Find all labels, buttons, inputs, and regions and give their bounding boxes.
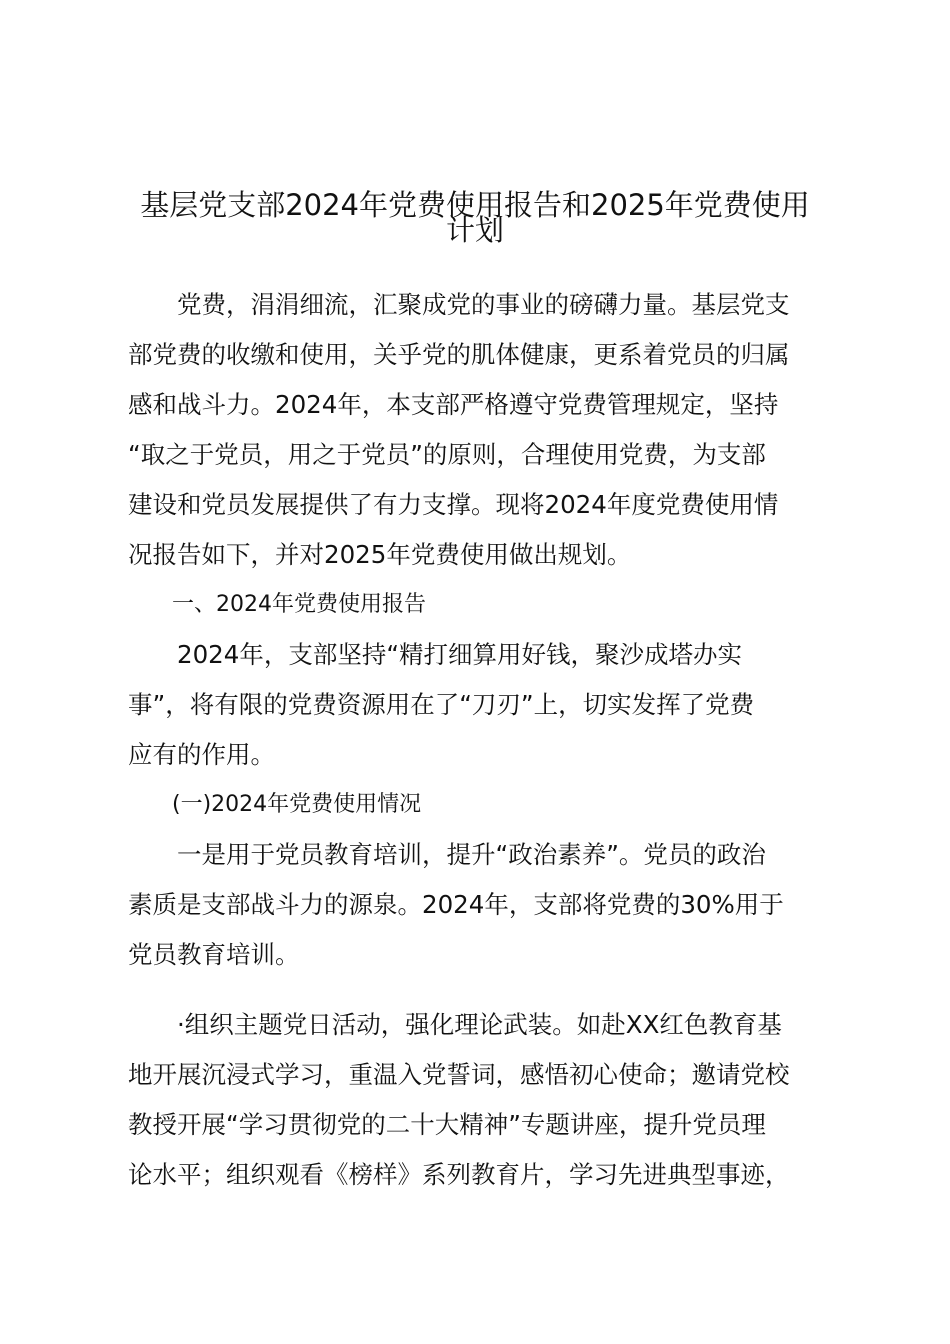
paragraph-line: ·组织主题党日活动，强化理论武装。如赴XX红色教育基 [128,1010,782,1039]
paragraph-line: 党员教育培训。 [128,940,300,969]
paragraph-line: 况报告如下，并对2025年党费使用做出规划。 [128,540,632,569]
section-heading: 一、2024年党费使用报告 [128,592,426,617]
paragraph-line: 建设和党员发展提供了有力支撑。现将2024年度党费使用情 [128,490,779,519]
document-title-line-2: 计划 [445,213,504,247]
subsection-heading: (一)2024年党费使用情况 [128,792,422,817]
paragraph-line: 事”，将有限的党费资源用在了“刀刃”上，切实发挥了党费 [128,690,755,719]
paragraph-line: 感和战斗力。2024年，本支部严格遵守党费管理规定，坚持 [128,390,779,419]
paragraph-line: 教授开展“学习贯彻党的二十大精神”专题讲座，提升党员理 [128,1110,766,1139]
paragraph-line: 素质是支部战斗力的源泉。2024年，支部将党费的30%用于 [128,890,784,919]
document-title-line-1: 基层党支部2024年党费使用报告和2025年党费使用 [140,188,810,222]
paragraph-line: 党费，涓涓细流，汇聚成党的事业的磅礴力量。基层党支 [128,290,790,319]
paragraph-line: 论水平；组织观看《榜样》系列教育片，学习先进典型事迹， [128,1160,790,1189]
paragraph-line: 地开展沉浸式学习，重温入党誓词，感悟初心使命；邀请党校 [128,1060,790,1089]
paragraph-line: 部党费的收缴和使用，关乎党的肌体健康，更系着党员的归属 [128,340,790,369]
paragraph-line: 2024年，支部坚持“精打细算用好钱，聚沙成塔办实 [128,640,743,669]
paragraph-line: “取之于党员，用之于党员”的原则，合理使用党费，为支部 [128,440,766,469]
paragraph-line: 一是用于党员教育培训，提升“政治素养”。党员的政治 [128,840,766,869]
paragraph-line: 应有的作用。 [128,740,275,769]
